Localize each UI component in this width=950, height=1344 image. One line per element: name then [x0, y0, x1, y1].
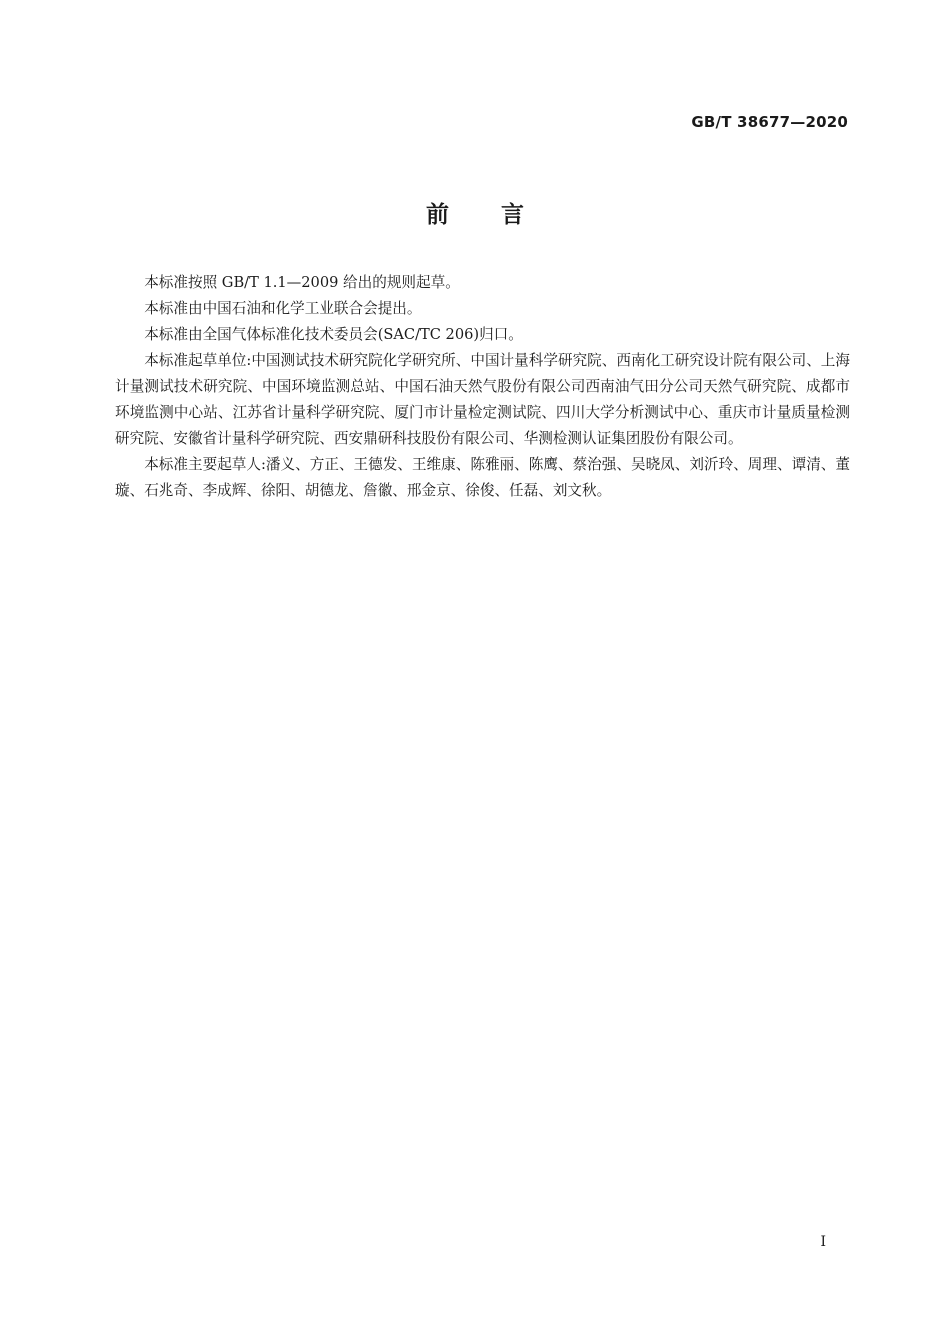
- paragraph-drafting-units: 本标准起草单位:中国测试技术研究院化学研究所、中国计量科学研究院、西南化工研究设计院有限公司、上海计量测试技术研究院、中国环境监测总站、中国石油天然气股份有限公司西南油气田分公司天然气研究院、成都市环境监测中心站、江苏省计量科学研究院、厦门市计量检定测试院、四川大学分析测试中心、重庆市计量质量检测研究院、安徽省计量科学研究院、西安鼎研科技股份有限公司、华测检测认证集团股份有限公司。: [115, 352, 850, 447]
- standard-code: GB/T 38677—2020: [691, 113, 848, 131]
- paragraph-proposer: 本标准由中国石油和化学工业联合会提出。: [144, 300, 422, 317]
- paragraph-drafters: 本标准主要起草人:潘义、方正、王德发、王维康、陈雅丽、陈鹰、蔡治强、吴晓凤、刘沂玲、周理、谭清、董璇、石兆奇、李成辉、徐阳、胡德龙、詹徽、邢金京、徐俊、任磊、刘文秋。: [115, 456, 850, 499]
- page-title: [0, 196, 950, 229]
- title-char-1: 前: [426, 202, 449, 228]
- title-char-2: 言: [501, 202, 524, 228]
- paragraph-drafting-rules: 本标准按照 GB/T 1.1—2009 给出的规则起草。: [144, 274, 460, 291]
- paragraph-committee: 本标准由全国气体标准化技术委员会(SAC/TC 206)归口。: [144, 326, 523, 343]
- foreword-body: [115, 270, 850, 504]
- page-number: I: [820, 1234, 826, 1250]
